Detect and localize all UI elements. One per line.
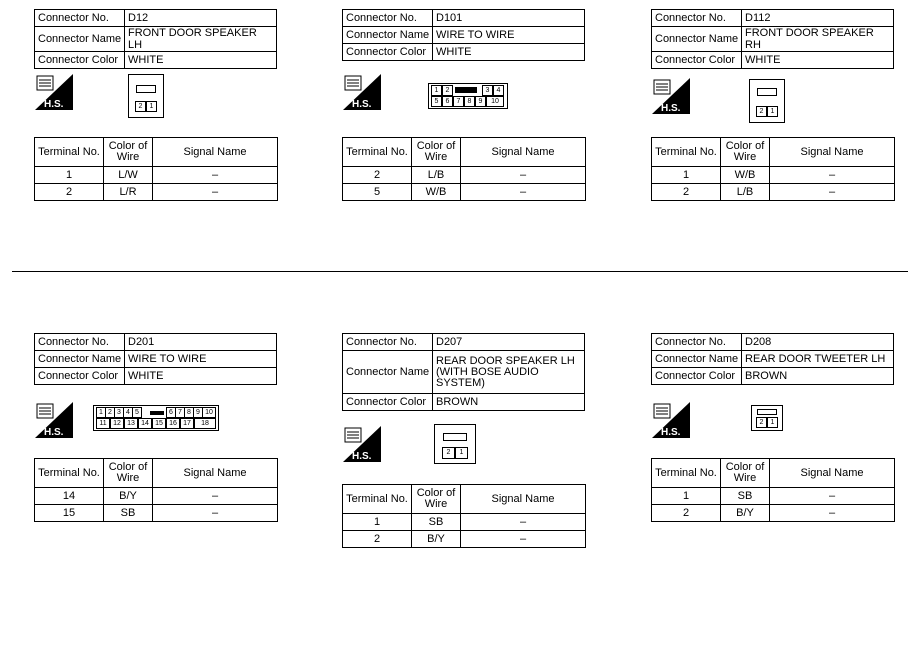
- header-color-of-wire: Color of Wire: [104, 138, 153, 167]
- terminal-no: 1: [343, 514, 412, 531]
- hs-badge-text: H.S.: [352, 99, 372, 110]
- hs-badge-text: H.S.: [44, 99, 64, 110]
- connector-name-value: FRONT DOOR SPEAKER RH: [742, 27, 894, 52]
- label-connector-no: Connector No.: [652, 10, 742, 27]
- signal-name: –: [770, 167, 895, 184]
- hs-badge-text: H.S.: [661, 427, 681, 438]
- table-row: [343, 514, 586, 531]
- connector-no-value: D112: [742, 10, 894, 27]
- label-connector-no: Connector No.: [35, 334, 125, 351]
- pin: 16: [166, 418, 180, 429]
- header-terminal-no: Terminal No.: [343, 138, 412, 167]
- label-connector-name: Connector Name: [343, 27, 433, 44]
- header-terminal-no: Terminal No.: [343, 485, 412, 514]
- header-terminal-no: Terminal No.: [35, 138, 104, 167]
- wire-color: L/R: [104, 184, 153, 201]
- wire-color: B/Y: [412, 531, 461, 548]
- connector-d201: [34, 333, 277, 385]
- terminal-no: 2: [343, 531, 412, 548]
- hs-harness-icon: [35, 402, 73, 438]
- pin: 18: [194, 418, 216, 429]
- connector-face-d12: [128, 74, 164, 118]
- terminal-table-d208: [651, 458, 895, 522]
- table-row: [343, 184, 586, 201]
- pin: 10: [486, 96, 504, 107]
- pin: 9: [193, 407, 203, 418]
- wire-color: SB: [104, 505, 153, 522]
- connector-name-value: [433, 351, 585, 394]
- table-row: [652, 184, 895, 201]
- signal-name: –: [461, 531, 586, 548]
- pin: 7: [175, 407, 185, 418]
- signal-name: –: [461, 167, 586, 184]
- signal-name: –: [153, 167, 278, 184]
- connector-no-value: D208: [742, 334, 894, 351]
- connector-no-value: D207: [433, 334, 585, 351]
- connector-color-value: WHITE: [742, 52, 894, 69]
- wire-color: SB: [412, 514, 461, 531]
- label-connector-color: Connector Color: [35, 368, 125, 385]
- header-signal-name: Signal Name: [461, 138, 586, 167]
- pin: 12: [110, 418, 124, 429]
- hs-badge-text: H.S.: [44, 427, 64, 438]
- connector-color-value: BROWN: [742, 368, 894, 385]
- pin: 7: [453, 96, 464, 107]
- wire-color: L/B: [721, 184, 770, 201]
- terminal-no: 2: [652, 184, 721, 201]
- connector-d208: [651, 333, 894, 385]
- pin: 3: [482, 85, 493, 96]
- signal-name: –: [461, 514, 586, 531]
- wire-color: B/Y: [104, 488, 153, 505]
- terminal-no: 14: [35, 488, 104, 505]
- pin: 11: [96, 418, 110, 429]
- connector-name-line: (WITH BOSE AUDIO: [436, 365, 539, 378]
- label-connector-name: Connector Name: [35, 27, 125, 52]
- terminal-no: 2: [35, 184, 104, 201]
- pin: 4: [123, 407, 133, 418]
- terminal-table-d201: [34, 458, 278, 522]
- connector-d101: [342, 9, 585, 61]
- terminal-table-d12: [34, 137, 278, 201]
- table-row: [35, 167, 278, 184]
- wire-color: L/B: [412, 167, 461, 184]
- pin: 14: [138, 418, 152, 429]
- connector-info-table: [651, 333, 894, 385]
- connector-name-line: REAR DOOR SPEAKER LH: [436, 354, 575, 367]
- pin: 1: [96, 407, 106, 418]
- hs-badge-text: H.S.: [661, 103, 681, 114]
- connector-name-value: WIRE TO WIRE: [125, 351, 277, 368]
- table-row: [652, 488, 895, 505]
- pin: 1: [767, 106, 778, 117]
- connector-color-value: WHITE: [125, 52, 277, 69]
- terminal-table-d207: [342, 484, 586, 548]
- signal-name: –: [770, 488, 895, 505]
- label-connector-name: Connector Name: [652, 27, 742, 52]
- terminal-table-d101: [342, 137, 586, 201]
- connector-color-value: WHITE: [433, 44, 585, 61]
- connector-info-table: [342, 9, 585, 61]
- terminal-no: 1: [35, 167, 104, 184]
- header-color-of-wire: Color of Wire: [721, 138, 770, 167]
- connector-name-line: SYSTEM): [436, 376, 485, 389]
- connector-d112: [651, 9, 894, 69]
- label-connector-name: Connector Name: [343, 351, 433, 394]
- pin: 4: [493, 85, 504, 96]
- label-connector-color: Connector Color: [343, 44, 433, 61]
- header-terminal-no: Terminal No.: [652, 459, 721, 488]
- header-terminal-no: Terminal No.: [652, 138, 721, 167]
- signal-name: –: [153, 488, 278, 505]
- terminal-no: 1: [652, 167, 721, 184]
- signal-name: –: [461, 184, 586, 201]
- connector-no-value: D101: [433, 10, 585, 27]
- terminal-no: 5: [343, 184, 412, 201]
- wire-color: SB: [721, 488, 770, 505]
- pin: 9: [475, 96, 486, 107]
- connector-face-d207: [434, 424, 476, 464]
- table-row: [35, 505, 278, 522]
- pin: 6: [166, 407, 176, 418]
- label-connector-color: Connector Color: [652, 52, 742, 69]
- pin: 2: [135, 101, 146, 112]
- pin: 8: [464, 96, 475, 107]
- signal-name: –: [153, 505, 278, 522]
- pin: 1: [455, 447, 468, 459]
- connector-name-value: FRONT DOOR SPEAKER LH: [125, 27, 277, 52]
- hs-harness-icon: [35, 74, 73, 110]
- wire-color: W/B: [412, 184, 461, 201]
- label-connector-no: Connector No.: [343, 10, 433, 27]
- connector-info-table: [342, 333, 585, 411]
- terminal-no: 1: [652, 488, 721, 505]
- table-row: [35, 184, 278, 201]
- header-terminal-no: Terminal No.: [35, 459, 104, 488]
- pin: 2: [756, 417, 767, 428]
- pin: 1: [146, 101, 157, 112]
- connector-no-value: D201: [125, 334, 277, 351]
- hs-harness-icon: [652, 402, 690, 438]
- table-row: [652, 167, 895, 184]
- label-connector-no: Connector No.: [35, 10, 125, 27]
- header-color-of-wire: Color of Wire: [721, 459, 770, 488]
- label-connector-name: Connector Name: [35, 351, 125, 368]
- label-connector-no: Connector No.: [343, 334, 433, 351]
- connector-face-d201: [93, 405, 219, 431]
- terminal-no: 2: [343, 167, 412, 184]
- header-signal-name: Signal Name: [461, 485, 586, 514]
- connector-face-d208: [751, 405, 783, 431]
- connector-d207: [342, 333, 585, 411]
- label-connector-color: Connector Color: [343, 394, 433, 411]
- header-color-of-wire: Color of Wire: [412, 138, 461, 167]
- signal-name: –: [153, 184, 278, 201]
- pin: 2: [442, 447, 455, 459]
- hs-harness-icon: [652, 78, 690, 114]
- wire-color: B/Y: [721, 505, 770, 522]
- label-connector-color: Connector Color: [35, 52, 125, 69]
- label-connector-name: Connector Name: [652, 351, 742, 368]
- connector-face-d112: [749, 79, 785, 123]
- connector-info-table: [34, 9, 277, 69]
- header-signal-name: Signal Name: [770, 459, 895, 488]
- table-row: [652, 505, 895, 522]
- hs-harness-icon: [343, 426, 381, 462]
- pin: 13: [124, 418, 138, 429]
- pin: 2: [105, 407, 115, 418]
- pin: 5: [132, 407, 142, 418]
- hs-badge-text: H.S.: [352, 451, 372, 462]
- terminal-no: 15: [35, 505, 104, 522]
- pin: 17: [180, 418, 194, 429]
- connector-color-value: WHITE: [125, 368, 277, 385]
- pin: 5: [431, 96, 442, 107]
- pin: 3: [114, 407, 124, 418]
- connector-color-value: BROWN: [433, 394, 585, 411]
- label-connector-color: Connector Color: [652, 368, 742, 385]
- header-signal-name: Signal Name: [153, 459, 278, 488]
- connector-face-d101: [428, 83, 508, 109]
- section-divider: [12, 271, 908, 272]
- terminal-table-d112: [651, 137, 895, 201]
- pin: 1: [431, 85, 442, 96]
- hs-harness-icon: [343, 74, 381, 110]
- signal-name: –: [770, 184, 895, 201]
- table-row: [343, 167, 586, 184]
- wire-color: W/B: [721, 167, 770, 184]
- connector-no-value: D12: [125, 10, 277, 27]
- pin: 6: [442, 96, 453, 107]
- header-color-of-wire: Color of Wire: [104, 459, 153, 488]
- connector-name-value: WIRE TO WIRE: [433, 27, 585, 44]
- connector-info-table: [34, 333, 277, 385]
- terminal-no: 2: [652, 505, 721, 522]
- table-row: [35, 488, 278, 505]
- pin: 10: [202, 407, 216, 418]
- pin: 2: [756, 106, 767, 117]
- signal-name: –: [770, 505, 895, 522]
- pin: 1: [767, 417, 778, 428]
- pin: 8: [184, 407, 194, 418]
- wire-color: L/W: [104, 167, 153, 184]
- connector-name-value: REAR DOOR TWEETER LH: [742, 351, 894, 368]
- header-signal-name: Signal Name: [770, 138, 895, 167]
- pin: 2: [442, 85, 453, 96]
- label-connector-no: Connector No.: [652, 334, 742, 351]
- pin: 15: [152, 418, 166, 429]
- header-signal-name: Signal Name: [153, 138, 278, 167]
- table-row: [343, 531, 586, 548]
- header-color-of-wire: Color of Wire: [412, 485, 461, 514]
- connector-d12: [34, 9, 277, 69]
- connector-info-table: [651, 9, 894, 69]
